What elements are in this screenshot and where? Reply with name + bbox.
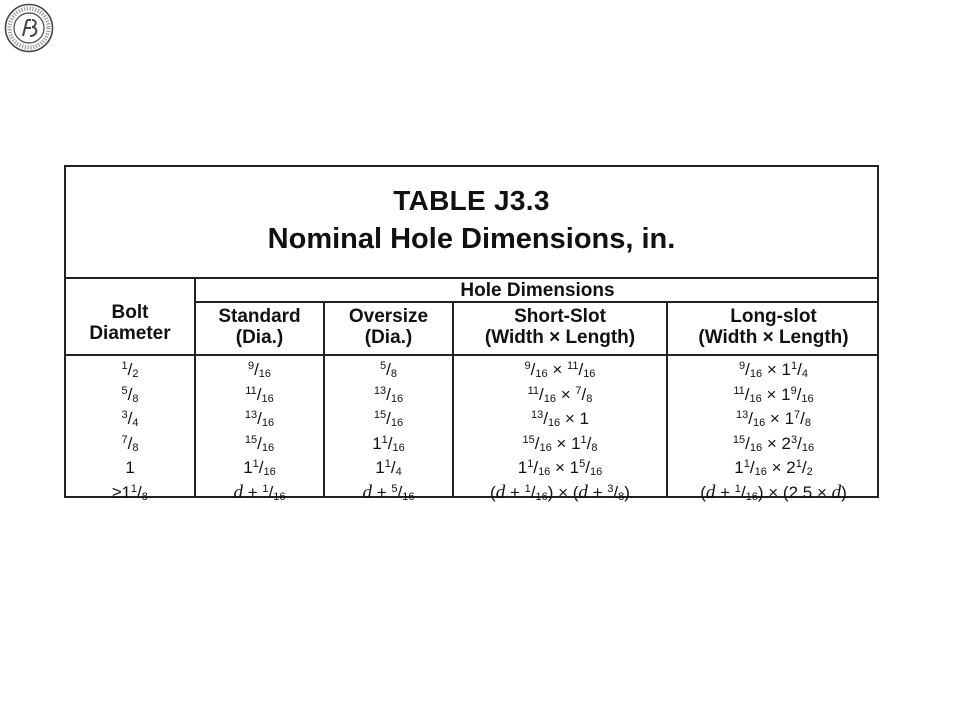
cell-short-slot: $^{15}/_{16} \times 1^1/_8$	[522, 433, 598, 454]
hole-dimensions-group-header: Hole Dimensions	[194, 278, 879, 303]
cell-oversize: $^{15}/_{16}$	[373, 409, 404, 429]
cell-short-slot: $1^1/_{16} \times 1^5/_{16}$	[517, 458, 603, 478]
col-header-bolt-diameter	[66, 302, 194, 344]
col-header-line2: (Dia.)	[235, 327, 284, 348]
cell-bolt-diameter: $^5/_8$	[121, 384, 139, 405]
col-header-standard	[196, 306, 323, 348]
table-subtitle: Nominal Hole Dimensions, in.	[267, 223, 676, 255]
col-header-line2: (Width × Length)	[698, 327, 849, 348]
cell-short-slot: $^9/_{16} \times ^{11}/_{16}$	[524, 360, 596, 380]
cell-oversize: $^5/_8$	[380, 360, 397, 380]
cell-long-slot: $^{11}/_{16} \times 1^9/_{16}$	[733, 384, 814, 405]
col-header-line2: (Width × Length)	[484, 327, 636, 348]
cell-long-slot: $^{13}/_{16} \times 1^7/_8$	[735, 409, 812, 429]
cell-standard: $d + ^1/_{16}$	[233, 481, 286, 503]
cell-short-slot: $^{11}/_{16} \times ^7/_8$	[527, 384, 593, 405]
cell-short-slot: $^{13}/_{16} \times 1$	[530, 409, 590, 429]
cell-standard: $^{11}/_{16}$	[245, 384, 274, 405]
cell-oversize: $d + ^5/_{16}$	[362, 481, 415, 503]
table-title: TABLE J3.3	[393, 185, 550, 216]
cell-bolt-diameter: 1	[125, 458, 135, 477]
cell-standard: $^{13}/_{16}$	[244, 409, 275, 429]
cell-bolt-diameter: $^7/_8$	[121, 433, 139, 454]
col-header-line2: (Dia.)	[364, 327, 413, 348]
cell-long-slot: $^{15}/_{16} \times 2^3/_{16}$	[732, 433, 815, 454]
header-separator	[66, 354, 877, 356]
cell-bolt-diameter: $\ge 1^1/_8$	[112, 482, 148, 503]
col-header-line1: Bolt	[111, 302, 149, 323]
col-header-line2: Diameter	[89, 323, 171, 344]
aisc-seal-logo	[4, 3, 54, 53]
col-header-oversize	[325, 306, 452, 348]
cell-long-slot: $1^1/_{16} \times 2^1/_2$	[734, 458, 813, 478]
cell-long-slot: $^9/_{16} \times 1^1/_4$	[739, 360, 808, 380]
cell-oversize: $1^1/_{16}$	[372, 433, 405, 454]
cell-short-slot: $(d + ^1/_{16}) \times (d + ^3/_8)$	[490, 481, 630, 503]
cell-long-slot: $(d + ^1/_{16}) \times (2.5 \times d)$	[700, 481, 847, 503]
aisc-seal-icon	[4, 3, 54, 53]
cell-oversize: $^{13}/_{16}$	[373, 384, 404, 405]
col-header-short-slot	[454, 306, 666, 348]
col-header-line1: Short-Slot	[514, 306, 606, 327]
hole-dimensions-table	[64, 165, 879, 503]
col-header-line1: Oversize	[348, 306, 429, 327]
table-title-block	[66, 167, 877, 279]
cell-standard: $^9/_{16}$	[247, 360, 272, 380]
col-header-line1: Long-slot	[730, 306, 817, 327]
cell-standard: $^{15}/_{16}$	[244, 433, 275, 454]
cell-oversize: $1^1/_4$	[375, 458, 402, 478]
cell-bolt-diameter: $^3/_4$	[121, 409, 139, 429]
col-header-line1: Standard	[218, 306, 301, 327]
cell-bolt-diameter: $^1/_2$	[121, 360, 139, 380]
cell-standard: $1^1/_{16}$	[243, 458, 276, 478]
col-header-long-slot	[668, 306, 879, 348]
